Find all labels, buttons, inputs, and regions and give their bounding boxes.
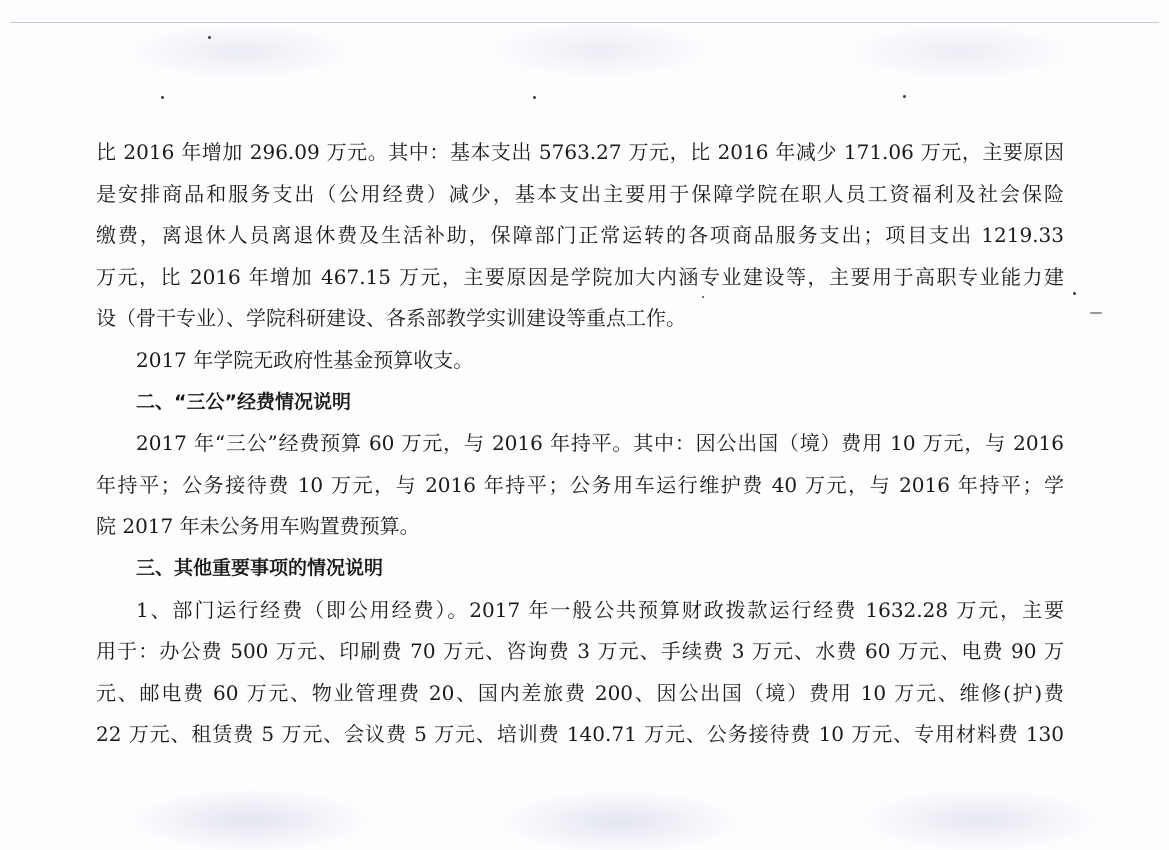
scan-speck — [161, 96, 164, 99]
body-line: 院 2017 年未公务用车购置费预算。 — [96, 514, 420, 539]
scan-speck — [533, 96, 536, 99]
body-line: 2017 年“三公”经费预算 60 万元，与 2016 年持平。其中：因公出国（境）费用 10 万元，与 2016 — [136, 431, 1064, 456]
body-line: 元、邮电费 60 万元、物业管理费 20、国内差旅费 200、因公出国（境）费用 10 万元、维修(护)费 — [96, 680, 1064, 705]
scan-edge-line — [10, 22, 1159, 23]
scan-speck — [1090, 312, 1102, 314]
scan-speck — [1073, 292, 1076, 295]
body-line: 是安排商品和服务支出（公用经费）减少，基本支出主要用于保障学院在职人员工资福利及社会保险 — [96, 181, 1064, 206]
body-line: 缴费，离退休人员离退休费及生活补助，保障部门正常运转的各项商品服务支出；项目支出 1219.33 — [96, 223, 1064, 248]
body-line: 万元，比 2016 年增加 467.15 万元，主要原因是学院加大内涵专业建设等，主要用于高职专业能力建 — [96, 264, 1064, 289]
body-line: 1、部门运行经费（即公用经费）。2017 年一般公共预算财政拨款运行经费 1632.28 万元，主要 — [136, 597, 1064, 622]
body-line: 年持平；公务接待费 10 万元，与 2016 年持平；公务用车运行维护费 40 万元，与 2016 年持平；学 — [96, 472, 1064, 497]
section-heading: 三、其他重要事项的情况说明 — [136, 556, 384, 579]
scan-speck — [903, 95, 906, 98]
section-heading: 二、“三公”经费情况说明 — [136, 390, 351, 413]
body-line: 设（骨干专业）、学院科研建设、各系部教学实训建设等重点工作。 — [96, 306, 686, 331]
body-line: 22 万元、租赁费 5 万元、会议费 5 万元、培训费 140.71 万元、公务接待费 10 万元、专用材料费 130 — [96, 722, 1064, 747]
scan-speck — [208, 36, 211, 39]
body-line: 比 2016 年增加 296.09 万元。其中：基本支出 5763.27 万元，比 2016 年减少 171.06 万元，主要原因 — [96, 140, 1064, 164]
body-line: 用于：办公费 500 万元、印刷费 70 万元、咨询费 3 万元、手续费 3 万元、水费 60 万元、电费 90 万 — [96, 639, 1064, 664]
document-body — [96, 132, 1064, 756]
body-line: 2017 年学院无政府性基金预算收支。 — [136, 347, 474, 372]
